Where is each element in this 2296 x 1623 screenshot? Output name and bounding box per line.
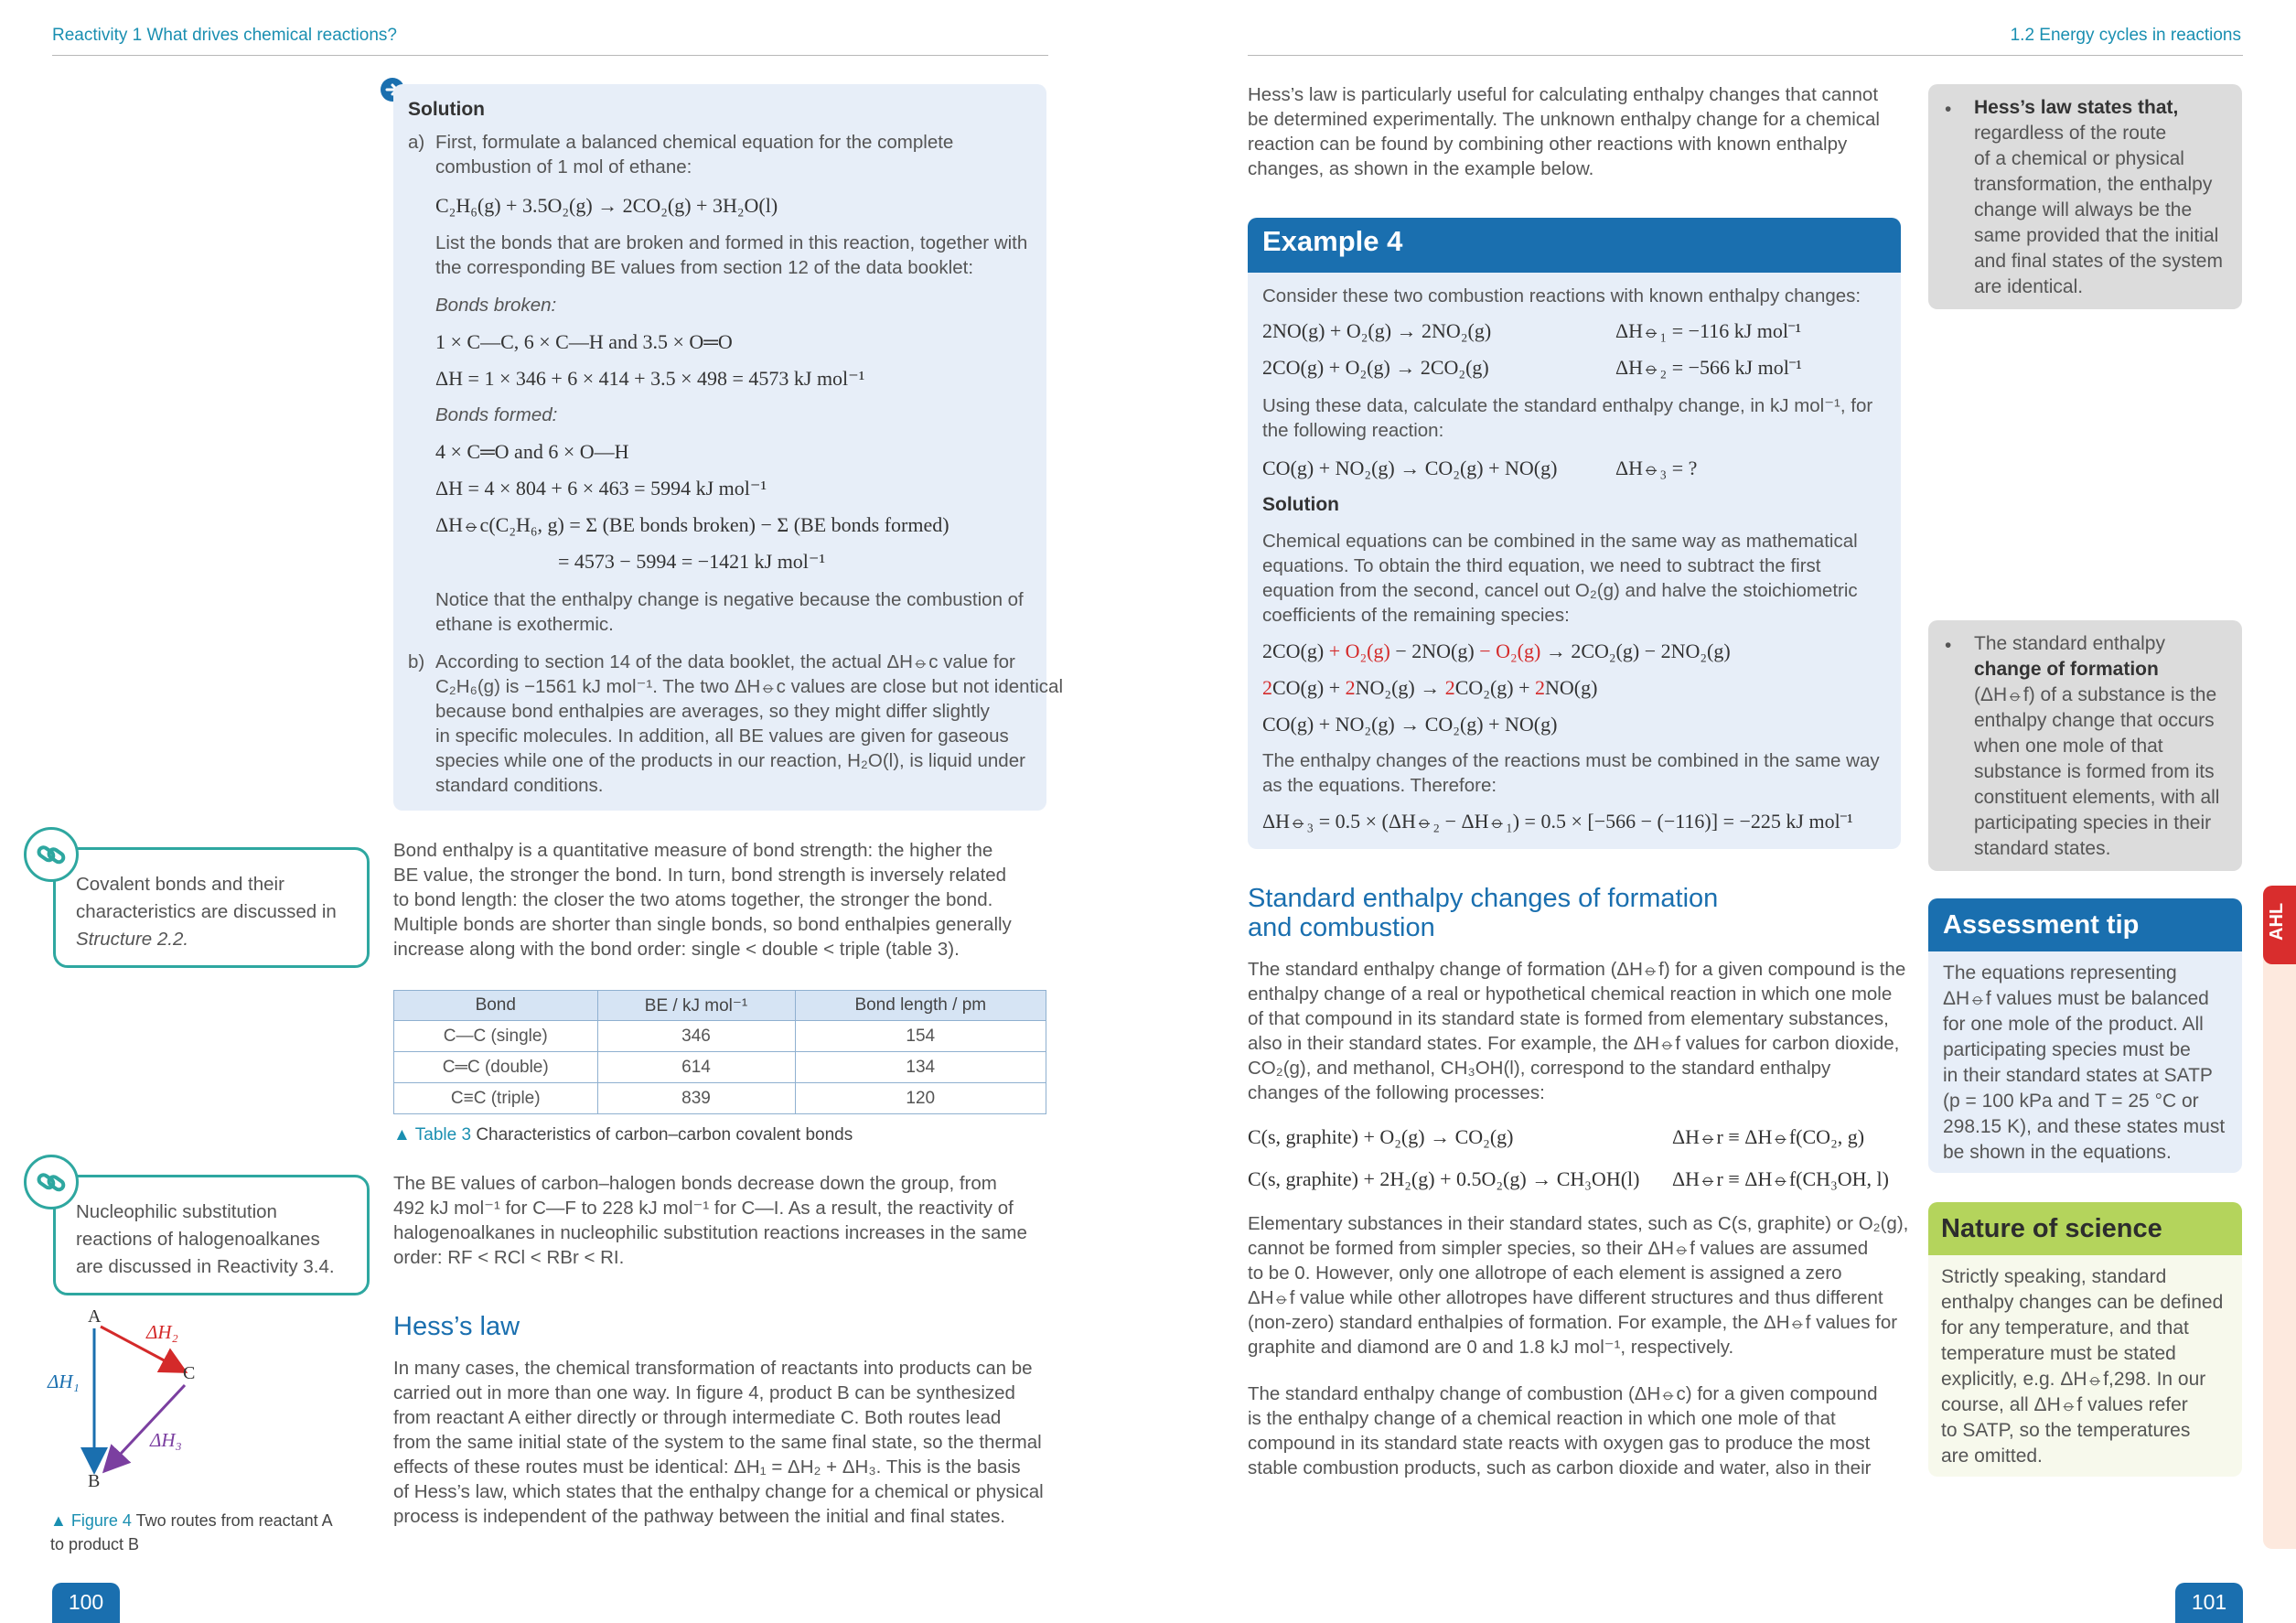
sol-text-3: equation from the second, cancel out O₂(g) and halve the stoichiometric bbox=[1262, 580, 1858, 601]
table-header: Bond bbox=[394, 991, 598, 1021]
table-header: Bond length / pm bbox=[795, 991, 1046, 1021]
tip-line: be shown in the equations. bbox=[1943, 1142, 2172, 1163]
part-b-text-6: standard conditions. bbox=[435, 775, 604, 796]
link-box-covalent[interactable] bbox=[53, 847, 370, 968]
side-note-line: of a chemical or physical bbox=[1974, 148, 2184, 169]
nature-of-science-box bbox=[1928, 1202, 2242, 1477]
part-b-text-1: According to section 14 of the data booklet, the actual ΔH⦵c value for bbox=[435, 651, 1015, 672]
formation-heading-1: Standard enthalpy changes of formation bbox=[1248, 884, 1719, 913]
eq-part: 2CO(g) bbox=[1262, 640, 1329, 662]
reaction-2-dh: ΔH⦵₂ = −566 kJ mol⁻¹ bbox=[1615, 356, 1802, 379]
part-a-text-2: combustion of 1 mol of ethane: bbox=[435, 156, 692, 177]
side-note-line: are identical. bbox=[1974, 276, 2084, 297]
hess-para-line: carried out in more than one way. In figure 4, product B can be synthesized bbox=[393, 1382, 1015, 1403]
using-text-1: Using these data, calculate the standard enthalpy change, in kJ mol⁻¹, for bbox=[1262, 395, 1873, 416]
combined-equation-2 bbox=[1262, 675, 1597, 701]
bond-para-line: to bond length: the closer the two atoms together, the stronger the bond. bbox=[393, 889, 993, 910]
combustion-line: The standard enthalpy change of combustion (ΔH⦵c) for a given compound bbox=[1248, 1383, 1878, 1404]
part-b-label: b) bbox=[408, 651, 425, 672]
elementary-line: ΔH⦵f value while other allotropes have different structures and thus different bbox=[1248, 1287, 1883, 1308]
link-chain-icon bbox=[24, 827, 79, 882]
hess-para-line: from reactant A either directly or through intermediate C. Both routes lead bbox=[393, 1407, 1002, 1428]
side-note-formation bbox=[1928, 620, 2242, 871]
example-intro: Consider these two combustion reactions with known enthalpy changes: bbox=[1262, 285, 1861, 306]
ethane-combustion-equation: C₂H₆(g) + 3.5O₂(g) → 2CO₂(g) + 3H₂O(l) bbox=[435, 194, 778, 217]
figure-caption-label: Figure 4 bbox=[70, 1511, 132, 1530]
bonds-broken: 1 × C—C, 6 × C—H and 3.5 × O═O bbox=[435, 330, 733, 353]
side-note-line: change of formation bbox=[1974, 659, 2159, 680]
hess-para-line: effects of these routes must be identical: ΔH₁ = ΔH₂ + ΔH₃. This is the basis bbox=[393, 1456, 1021, 1478]
bond-para-line: increase along with the bond order: single < double < triple (table 3). bbox=[393, 939, 960, 960]
formation-line: changes of the following processes: bbox=[1248, 1082, 1545, 1103]
hess-law-heading: Hess’s law bbox=[393, 1312, 520, 1341]
hess-para-line: from the same initial state of the system to the same final state, so the thermal bbox=[393, 1432, 1042, 1453]
page-number-left: 100 bbox=[52, 1583, 120, 1623]
delta-h-formed: ΔH = 4 × 804 + 6 × 463 = 5994 kJ mol⁻¹ bbox=[435, 477, 767, 500]
hess-para-line: of Hess’s law, which states that the enthalpy change for a chemical or physical bbox=[393, 1481, 1044, 1502]
nos-line: Strictly speaking, standard bbox=[1941, 1266, 2167, 1287]
part-b-text-4: in specific molecules. In addition, all BE values are given for gaseous bbox=[435, 726, 1009, 747]
page-number-right: 101 bbox=[2175, 1583, 2243, 1623]
intro-line: changes, as shown in the example below. bbox=[1248, 158, 1594, 179]
table-caption-text: Characteristics of carbon–carbon covalent bonds bbox=[476, 1125, 853, 1145]
eq-part: CO(g) + bbox=[1272, 676, 1346, 699]
solution-box bbox=[393, 84, 1064, 811]
side-note-line: enthalpy change that occurs bbox=[1974, 710, 2215, 731]
example-title: Example 4 bbox=[1262, 225, 1403, 257]
nos-line: explicitly, e.g. ΔH⦵f,298. In our bbox=[1941, 1369, 2206, 1390]
table-cell: 614 bbox=[597, 1052, 795, 1083]
part-b-text-3: because bond enthalpies are averages, so they might differ slightly bbox=[435, 701, 990, 722]
formation-line: enthalpy change of a real or hypothetical chemical reaction in which one mole bbox=[1248, 983, 1893, 1005]
table-cell: C═C (double) bbox=[394, 1052, 598, 1083]
notice-text-1: Notice that the enthalpy change is negative because the combustion of bbox=[435, 589, 1024, 610]
delta-hc-line-1: ΔH⦵c(C₂H₆, g) = Σ (BE bonds broken) − Σ (BE bonds formed) bbox=[435, 513, 950, 536]
link-box-nucleophilic[interactable] bbox=[53, 1175, 370, 1295]
header-rule-right bbox=[1248, 55, 2243, 56]
nos-line: for any temperature, and that bbox=[1941, 1317, 2189, 1338]
halogen-para-line: order: RF < RCl < RBr < RI. bbox=[393, 1247, 625, 1268]
list-text-2: the corresponding BE values from section 12 of the data booklet: bbox=[435, 257, 974, 278]
part-b-text-2: C₂H₆(g) is −1561 kJ mol⁻¹. The two ΔH⦵c values are close but not identical bbox=[435, 676, 1064, 697]
table-cell: 154 bbox=[795, 1021, 1046, 1052]
side-note-line: Hess’s law states that, bbox=[1974, 97, 2179, 118]
bullet-icon: • bbox=[1945, 99, 1952, 120]
eq-part: NO₂(g) → bbox=[1355, 676, 1445, 699]
combustion-line: is the enthalpy change of a chemical reaction in which one mole of that bbox=[1248, 1408, 1836, 1429]
table-cell: 134 bbox=[795, 1052, 1046, 1083]
header-rule-left bbox=[52, 55, 1048, 56]
table-cell: C—C (single) bbox=[394, 1021, 598, 1052]
eq-part: → 2CO₂(g) − 2NO₂(g) bbox=[1540, 640, 1731, 662]
table-cell: 839 bbox=[597, 1083, 795, 1114]
elementary-line: (non-zero) standard enthalpies of formation. For example, the ΔH⦵f values for bbox=[1248, 1312, 1898, 1333]
side-note-line: transformation, the enthalpy bbox=[1974, 174, 2213, 195]
side-note-line: change will always be the bbox=[1974, 199, 2193, 220]
elementary-line: to be 0. However, only one allotrope of each element is assigned a zero bbox=[1248, 1263, 1842, 1284]
example-4-box bbox=[1248, 218, 1901, 849]
nos-line: course, all ΔH⦵f values refer bbox=[1941, 1394, 2188, 1415]
eq-coef: 2 bbox=[1535, 676, 1546, 699]
nos-line: to SATP, so the temperatures bbox=[1941, 1420, 2191, 1441]
link-text-3: Structure 2.2. bbox=[76, 929, 189, 950]
example-header bbox=[1248, 218, 1901, 273]
assessment-tip-title: Assessment tip bbox=[1943, 910, 2140, 940]
sol-text-2: equations. To obtain the third equation, we need to subtract the first bbox=[1262, 555, 1821, 576]
table-cell: C≡C (triple) bbox=[394, 1083, 598, 1114]
sol-text-4: coefficients of the remaining species: bbox=[1262, 605, 1570, 626]
nature-of-science-title: Nature of science bbox=[1941, 1214, 2162, 1243]
link-text-1: Nucleophilic substitution bbox=[76, 1201, 277, 1222]
part-a-label: a) bbox=[408, 132, 425, 153]
side-note-line: regardless of the route bbox=[1974, 123, 2167, 144]
nos-line: enthalpy changes can be defined bbox=[1941, 1292, 2224, 1313]
elementary-line: cannot be formed from simpler species, so their ΔH⦵f values are assumed bbox=[1248, 1238, 1869, 1259]
node-b-label: B bbox=[88, 1471, 101, 1491]
figure-caption-text: Two routes from reactant A bbox=[135, 1511, 333, 1530]
hess-para-line: In many cases, the chemical transformation of reactants into products can be bbox=[393, 1358, 1033, 1379]
formation-equation-1: C(s, graphite) + O₂(g) → CO₂(g) bbox=[1248, 1125, 1514, 1148]
bonds-broken-label: Bonds broken: bbox=[435, 295, 557, 316]
table-row bbox=[394, 1083, 1046, 1114]
list-text-1: List the bonds that are broken and formed in this reaction, together with bbox=[435, 232, 1028, 253]
ahl-label: AHL bbox=[2267, 902, 2287, 940]
reaction-3-dh: ΔH⦵₃ = ? bbox=[1615, 457, 1698, 479]
ahl-tab bbox=[2263, 886, 2296, 964]
reaction-2: 2CO(g) + O₂(g) → 2CO₂(g) bbox=[1262, 356, 1489, 379]
eq-part: CO₂(g) + bbox=[1454, 676, 1536, 699]
eq-part-cancelled: − O₂(g) bbox=[1479, 640, 1541, 662]
table-header: BE / kJ mol⁻¹ bbox=[597, 991, 795, 1021]
triangle-icon: ▲ bbox=[50, 1511, 67, 1530]
side-note-line: substance is formed from its bbox=[1974, 761, 2215, 782]
bond-table bbox=[393, 990, 1046, 1114]
tip-line: 298.15 K), and these states must bbox=[1943, 1116, 2226, 1137]
nos-line: temperature must be stated bbox=[1941, 1343, 2176, 1364]
bonds-formed-label: Bonds formed: bbox=[435, 404, 558, 425]
figure-caption-text-2: to product B bbox=[50, 1535, 140, 1553]
table-caption-label: Table 3 bbox=[414, 1125, 472, 1145]
bonds-formed: 4 × C═O and 6 × O—H bbox=[435, 440, 629, 463]
bond-para-line: BE value, the stronger the bond. In turn, bond strength is inversely related bbox=[393, 865, 1007, 886]
formation-line: of that compound in its standard state is formed from elementary substances, bbox=[1248, 1008, 1889, 1029]
bullet-icon: • bbox=[1945, 635, 1952, 656]
halogen-para-line: The BE values of carbon–halogen bonds decrease down the group, from bbox=[393, 1173, 997, 1194]
table-cell: 120 bbox=[795, 1083, 1046, 1114]
combustion-line: compound in its standard state reacts with oxygen gas to produce the most bbox=[1248, 1433, 1871, 1454]
tip-line: ΔH⦵f values must be balanced bbox=[1943, 988, 2209, 1009]
link-text-2: characteristics are discussed in bbox=[76, 901, 337, 922]
eq-coef: 2 bbox=[1262, 676, 1272, 699]
formation-line: CO₂(g), and methanol, CH₃OH(l), correspond to the standard enthalpy bbox=[1248, 1058, 1831, 1079]
side-note-line: standard states. bbox=[1974, 838, 2111, 859]
running-header-left: Reactivity 1 What drives chemical reactions? bbox=[52, 26, 397, 45]
node-c-label: C bbox=[183, 1363, 196, 1383]
solution-title: Solution bbox=[408, 99, 485, 120]
link-text-2: reactions of halogenoalkanes bbox=[76, 1229, 320, 1250]
intro-line: reaction can be found by combining other reactions with known enthalpy bbox=[1248, 134, 1848, 155]
formation-equation-2: C(s, graphite) + 2H₂(g) + 0.5O₂(g) → CH₃OH(l) bbox=[1248, 1167, 1640, 1190]
eq-coef: 2 bbox=[1444, 676, 1455, 699]
side-note-line: and final states of the system bbox=[1974, 251, 2223, 272]
table-cell: 346 bbox=[597, 1021, 795, 1052]
combine-text-2: as the equations. Therefore: bbox=[1262, 775, 1497, 796]
side-note-hess bbox=[1928, 84, 2242, 309]
dh3-label: ΔH₃ bbox=[150, 1429, 182, 1451]
formation-equation-1-dh: ΔH⦵r ≡ ΔH⦵f(CO₂, g) bbox=[1672, 1125, 1865, 1148]
reaction-1-dh: ΔH⦵₁ = −116 kJ mol⁻¹ bbox=[1615, 319, 1802, 342]
assessment-tip-header bbox=[1928, 898, 2242, 951]
tip-line: for one mole of the product. All bbox=[1943, 1014, 2204, 1035]
formation-line: also in their standard states. For example, the ΔH⦵f values for carbon dioxide, bbox=[1248, 1033, 1900, 1054]
using-text-2: the following reaction: bbox=[1262, 420, 1444, 441]
table-caption bbox=[393, 1125, 853, 1145]
eq-part-cancelled: + O₂(g) bbox=[1328, 640, 1390, 662]
intro-line: be determined experimentally. The unknown enthalpy change for a chemical bbox=[1248, 109, 1880, 130]
eq-part: − 2NO(g) bbox=[1389, 640, 1480, 662]
formation-heading-2: and combustion bbox=[1248, 913, 1435, 942]
side-note-line: (ΔH⦵f) of a substance is the bbox=[1974, 684, 2217, 705]
final-result: ΔH⦵₃ = 0.5 × (ΔH⦵₂ − ΔH⦵₁) = 0.5 × [−566 − (−116)] = −225 kJ mol⁻¹ bbox=[1262, 810, 1853, 833]
combined-equation-1 bbox=[1262, 639, 1731, 664]
formation-line: The standard enthalpy change of formation (ΔH⦵f) for a given compound is the bbox=[1248, 959, 1906, 980]
assessment-tip-box bbox=[1928, 898, 2242, 1173]
hess-cycle-diagram bbox=[37, 1305, 220, 1497]
halogen-para-line: 492 kJ mol⁻¹ for C—F to 228 kJ mol⁻¹ for C—I. As a result, the reactivity of bbox=[393, 1198, 1014, 1219]
intro-line: Hess’s law is particularly useful for calculating enthalpy changes that cannot bbox=[1248, 84, 1879, 105]
side-note-line: constituent elements, with all bbox=[1974, 787, 2220, 808]
link-text-1: Covalent bonds and their bbox=[76, 874, 284, 895]
combustion-line: stable combustion products, such as carbon dioxide and water, also in their bbox=[1248, 1457, 1872, 1478]
link-text-3: are discussed in Reactivity 3.4. bbox=[76, 1256, 335, 1277]
delta-hc-line-2: = 4573 − 5994 = −1421 kJ mol⁻¹ bbox=[558, 550, 826, 573]
elementary-line: graphite and diamond are 0 and 1.8 kJ mol⁻¹, respectively. bbox=[1248, 1337, 1734, 1358]
halogen-para-line: halogenoalkanes in nucleophilic substitution reactions increases in the same bbox=[393, 1222, 1027, 1243]
part-a-text-1: First, formulate a balanced chemical equation for the complete bbox=[435, 132, 954, 153]
ahl-side-strip bbox=[2263, 886, 2296, 1549]
part-b-text-5: species while one of the products in our reaction, H₂O(l), is liquid under bbox=[435, 750, 1025, 771]
sol-text-1: Chemical equations can be combined in the same way as mathematical bbox=[1262, 531, 1858, 552]
bond-para-line: Bond enthalpy is a quantitative measure of bond strength: the higher the bbox=[393, 840, 993, 861]
notice-text-2: ethane is exothermic. bbox=[435, 614, 614, 635]
formation-equation-2-dh: ΔH⦵r ≡ ΔH⦵f(CH₃OH, l) bbox=[1672, 1167, 1889, 1190]
reaction-1: 2NO(g) + O₂(g) → 2NO₂(g) bbox=[1262, 319, 1492, 342]
table-row bbox=[394, 1052, 1046, 1083]
dh1-label: ΔH₁ bbox=[48, 1370, 80, 1392]
tip-line: in their standard states at SATP bbox=[1943, 1065, 2213, 1086]
dh2-label: ΔH₂ bbox=[146, 1321, 178, 1343]
node-a-label: A bbox=[88, 1306, 102, 1327]
link-chain-icon bbox=[24, 1155, 79, 1209]
example-solution-title: Solution bbox=[1262, 494, 1339, 515]
figure-caption bbox=[50, 1511, 333, 1531]
combine-text-1: The enthalpy changes of the reactions must be combined in the same way bbox=[1262, 750, 1880, 771]
side-note-line: when one mole of that bbox=[1974, 736, 2163, 757]
table-row bbox=[394, 1021, 1046, 1052]
side-note-line: same provided that the initial bbox=[1974, 225, 2219, 246]
table-header-row bbox=[394, 991, 1046, 1021]
elementary-line: Elementary substances in their standard states, such as C(s, graphite) or O₂(g), bbox=[1248, 1213, 1909, 1234]
hess-para-line: process is independent of the pathway between the initial and final states. bbox=[393, 1506, 1005, 1527]
side-note-line: participating species in their bbox=[1974, 812, 2212, 833]
nature-of-science-header bbox=[1928, 1202, 2242, 1255]
triangle-icon: ▲ bbox=[393, 1125, 411, 1145]
nos-line: are omitted. bbox=[1941, 1446, 2043, 1467]
eq-part: NO(g) bbox=[1545, 676, 1598, 699]
combined-equation-3: CO(g) + NO₂(g) → CO₂(g) + NO(g) bbox=[1262, 713, 1558, 736]
reaction-3: CO(g) + NO₂(g) → CO₂(g) + NO(g) bbox=[1262, 457, 1558, 479]
tip-line: participating species must be bbox=[1943, 1039, 2191, 1060]
delta-h-broken: ΔH = 1 × 346 + 6 × 414 + 3.5 × 498 = 4573 kJ mol⁻¹ bbox=[435, 367, 865, 390]
eq-coef: 2 bbox=[1345, 676, 1356, 699]
tip-line: The equations representing bbox=[1943, 962, 2177, 983]
tip-line: (p = 100 kPa and T = 25 °C or bbox=[1943, 1091, 2199, 1112]
side-note-line: The standard enthalpy bbox=[1974, 633, 2165, 654]
dh3-arrow bbox=[106, 1385, 185, 1469]
bond-para-line: Multiple bonds are shorter than single bonds, so bond enthalpies generally bbox=[393, 914, 1012, 935]
running-header-right: 1.2 Energy cycles in reactions bbox=[2010, 26, 2241, 45]
